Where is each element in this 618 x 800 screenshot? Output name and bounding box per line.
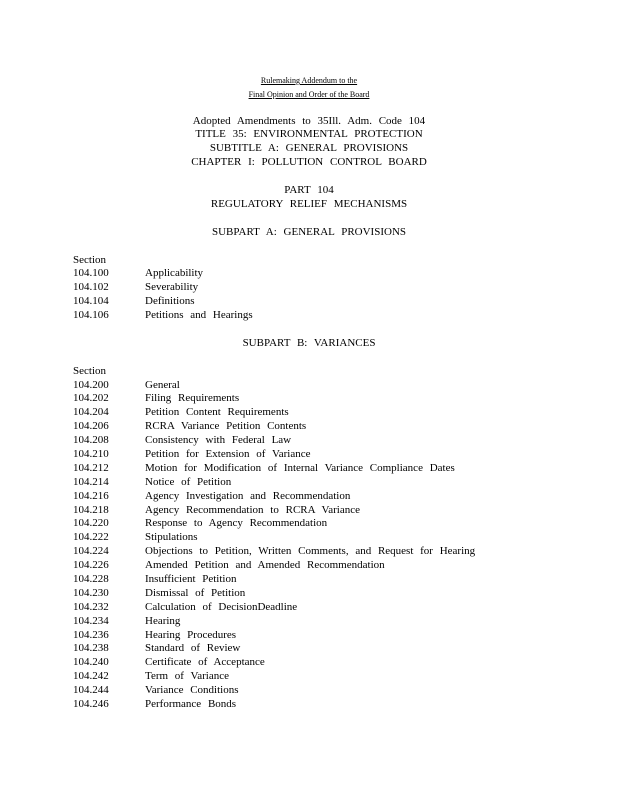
- section-title: Applicability: [145, 267, 204, 279]
- section-entry: [73, 462, 593, 476]
- part-number: PART 104: [284, 184, 334, 196]
- section-number: 104.230: [73, 586, 109, 599]
- part-name: REGULATORY RELIEF MECHANISMS: [210, 198, 408, 210]
- section-number: 104.200: [73, 378, 109, 391]
- section-title: Dismissal of Petition: [145, 586, 246, 599]
- section-number: 104.240: [73, 656, 109, 669]
- section-number: 104.228: [73, 572, 109, 585]
- section-number: 104.242: [73, 670, 109, 683]
- section-number: 104.234: [73, 614, 109, 627]
- section-title: Severability: [145, 280, 199, 293]
- section-number: 104.216: [73, 489, 109, 502]
- section-title: Variance Conditions: [145, 684, 239, 697]
- section-number: 104.232: [73, 600, 109, 613]
- section-entry: [73, 309, 593, 323]
- section-number: 104.244: [73, 684, 109, 697]
- section-entry: [73, 545, 593, 559]
- section-number: 104.208: [73, 434, 109, 447]
- section-entry: [73, 476, 593, 490]
- subpart-b-heading: SUBPART B: VARIANCES: [242, 337, 376, 349]
- section-number: 104.224: [73, 545, 109, 558]
- section-entry: [73, 434, 593, 448]
- chapter-line: CHAPTER I: POLLUTION CONTROL BOARD: [191, 156, 427, 168]
- section-number: 104.204: [73, 406, 109, 419]
- addendum-header-line2: Final Opinion and Order of the Board: [248, 90, 370, 99]
- subpart-b-section-list: [73, 379, 593, 712]
- section-title: Filing Requirements: [145, 392, 240, 405]
- section-title: Definitions: [145, 294, 195, 307]
- section-entry: [73, 490, 593, 504]
- section-title: Motion for Modification of Internal Variance Compliance Dates: [145, 461, 455, 474]
- section-entry: [73, 601, 593, 615]
- section-entry: [73, 642, 593, 656]
- section-entry: [73, 267, 593, 281]
- section-title: Term of Variance: [145, 670, 229, 683]
- section-title: Performance Bonds: [145, 697, 237, 710]
- subpart-a-heading: SUBPART A: GENERAL PROVISIONS: [212, 226, 406, 238]
- section-entry: [73, 295, 593, 309]
- subpart-b-section-label: Section: [73, 365, 106, 377]
- section-title: Notice of Petition: [145, 475, 232, 488]
- section-entry: [73, 504, 593, 518]
- section-title: Consistency with Federal Law: [145, 434, 292, 447]
- section-entry: [73, 420, 593, 434]
- section-number: 104.226: [73, 559, 109, 572]
- section-entry: [73, 448, 593, 462]
- subpart-a-section-label: Section: [73, 254, 106, 266]
- section-number: 104.104: [73, 294, 109, 307]
- section-number: 104.106: [73, 308, 109, 321]
- section-title: Stipulations: [145, 531, 198, 544]
- section-title: General: [145, 378, 180, 391]
- section-title: Insufficient Petition: [145, 572, 237, 585]
- section-title: Calculation of DecisionDeadline: [145, 600, 298, 613]
- section-entry: [73, 531, 593, 545]
- section-title: Objections to Petition, Written Comments, and Request for Hearing: [145, 545, 476, 558]
- adopted-amendments-line: Adopted Amendments to 35Ill. Adm. Code 104: [192, 115, 426, 127]
- section-number: 104.220: [73, 517, 109, 530]
- section-number: 104.210: [73, 447, 109, 460]
- section-number: 104.214: [73, 475, 109, 488]
- section-title: Hearing: [145, 614, 181, 627]
- title-line: TITLE 35: ENVIRONMENTAL PROTECTION: [195, 128, 423, 140]
- section-entry: [73, 559, 593, 573]
- section-number: 104.202: [73, 392, 109, 405]
- section-entry: [73, 281, 593, 295]
- section-number: 104.238: [73, 642, 109, 655]
- section-title: Petition Content Requirements: [145, 406, 289, 419]
- section-title: Response to Agency Recommendation: [145, 517, 328, 530]
- section-title: Amended Petition and Amended Recommendation: [145, 559, 385, 572]
- section-entry: [73, 698, 593, 712]
- section-entry: [73, 656, 593, 670]
- section-number: 104.222: [73, 531, 109, 544]
- section-title: Agency Investigation and Recommendation: [145, 489, 351, 502]
- section-entry: [73, 379, 593, 393]
- section-number: 104.236: [73, 628, 109, 641]
- subtitle-line: SUBTITLE A: GENERAL PROVISIONS: [209, 142, 409, 154]
- section-entry: [73, 587, 593, 601]
- section-entry: [73, 392, 593, 406]
- section-number: 104.212: [73, 461, 109, 474]
- addendum-header-line1: Rulemaking Addendum to the: [260, 76, 358, 85]
- section-number: 104.100: [73, 267, 109, 279]
- section-entry: [73, 573, 593, 587]
- section-title: Petitions and Hearings: [145, 308, 253, 321]
- section-entry: [73, 615, 593, 629]
- subpart-a-section-list: [73, 267, 593, 323]
- section-entry: [73, 629, 593, 643]
- section-title: Standard of Review: [145, 642, 241, 655]
- section-title: Certificate of Acceptance: [145, 656, 265, 669]
- section-title: RCRA Variance Petition Contents: [145, 420, 307, 433]
- section-entry: [73, 406, 593, 420]
- section-entry: [73, 684, 593, 698]
- section-number: 104.218: [73, 503, 109, 516]
- section-entry: [73, 670, 593, 684]
- section-entry: [73, 517, 593, 531]
- section-number: 104.102: [73, 280, 109, 293]
- section-title: Hearing Procedures: [145, 628, 237, 641]
- section-number: 104.246: [73, 697, 109, 710]
- section-title: Agency Recommendation to RCRA Variance: [145, 503, 360, 516]
- section-title: Petition for Extension of Variance: [145, 447, 311, 460]
- section-number: 104.206: [73, 420, 109, 433]
